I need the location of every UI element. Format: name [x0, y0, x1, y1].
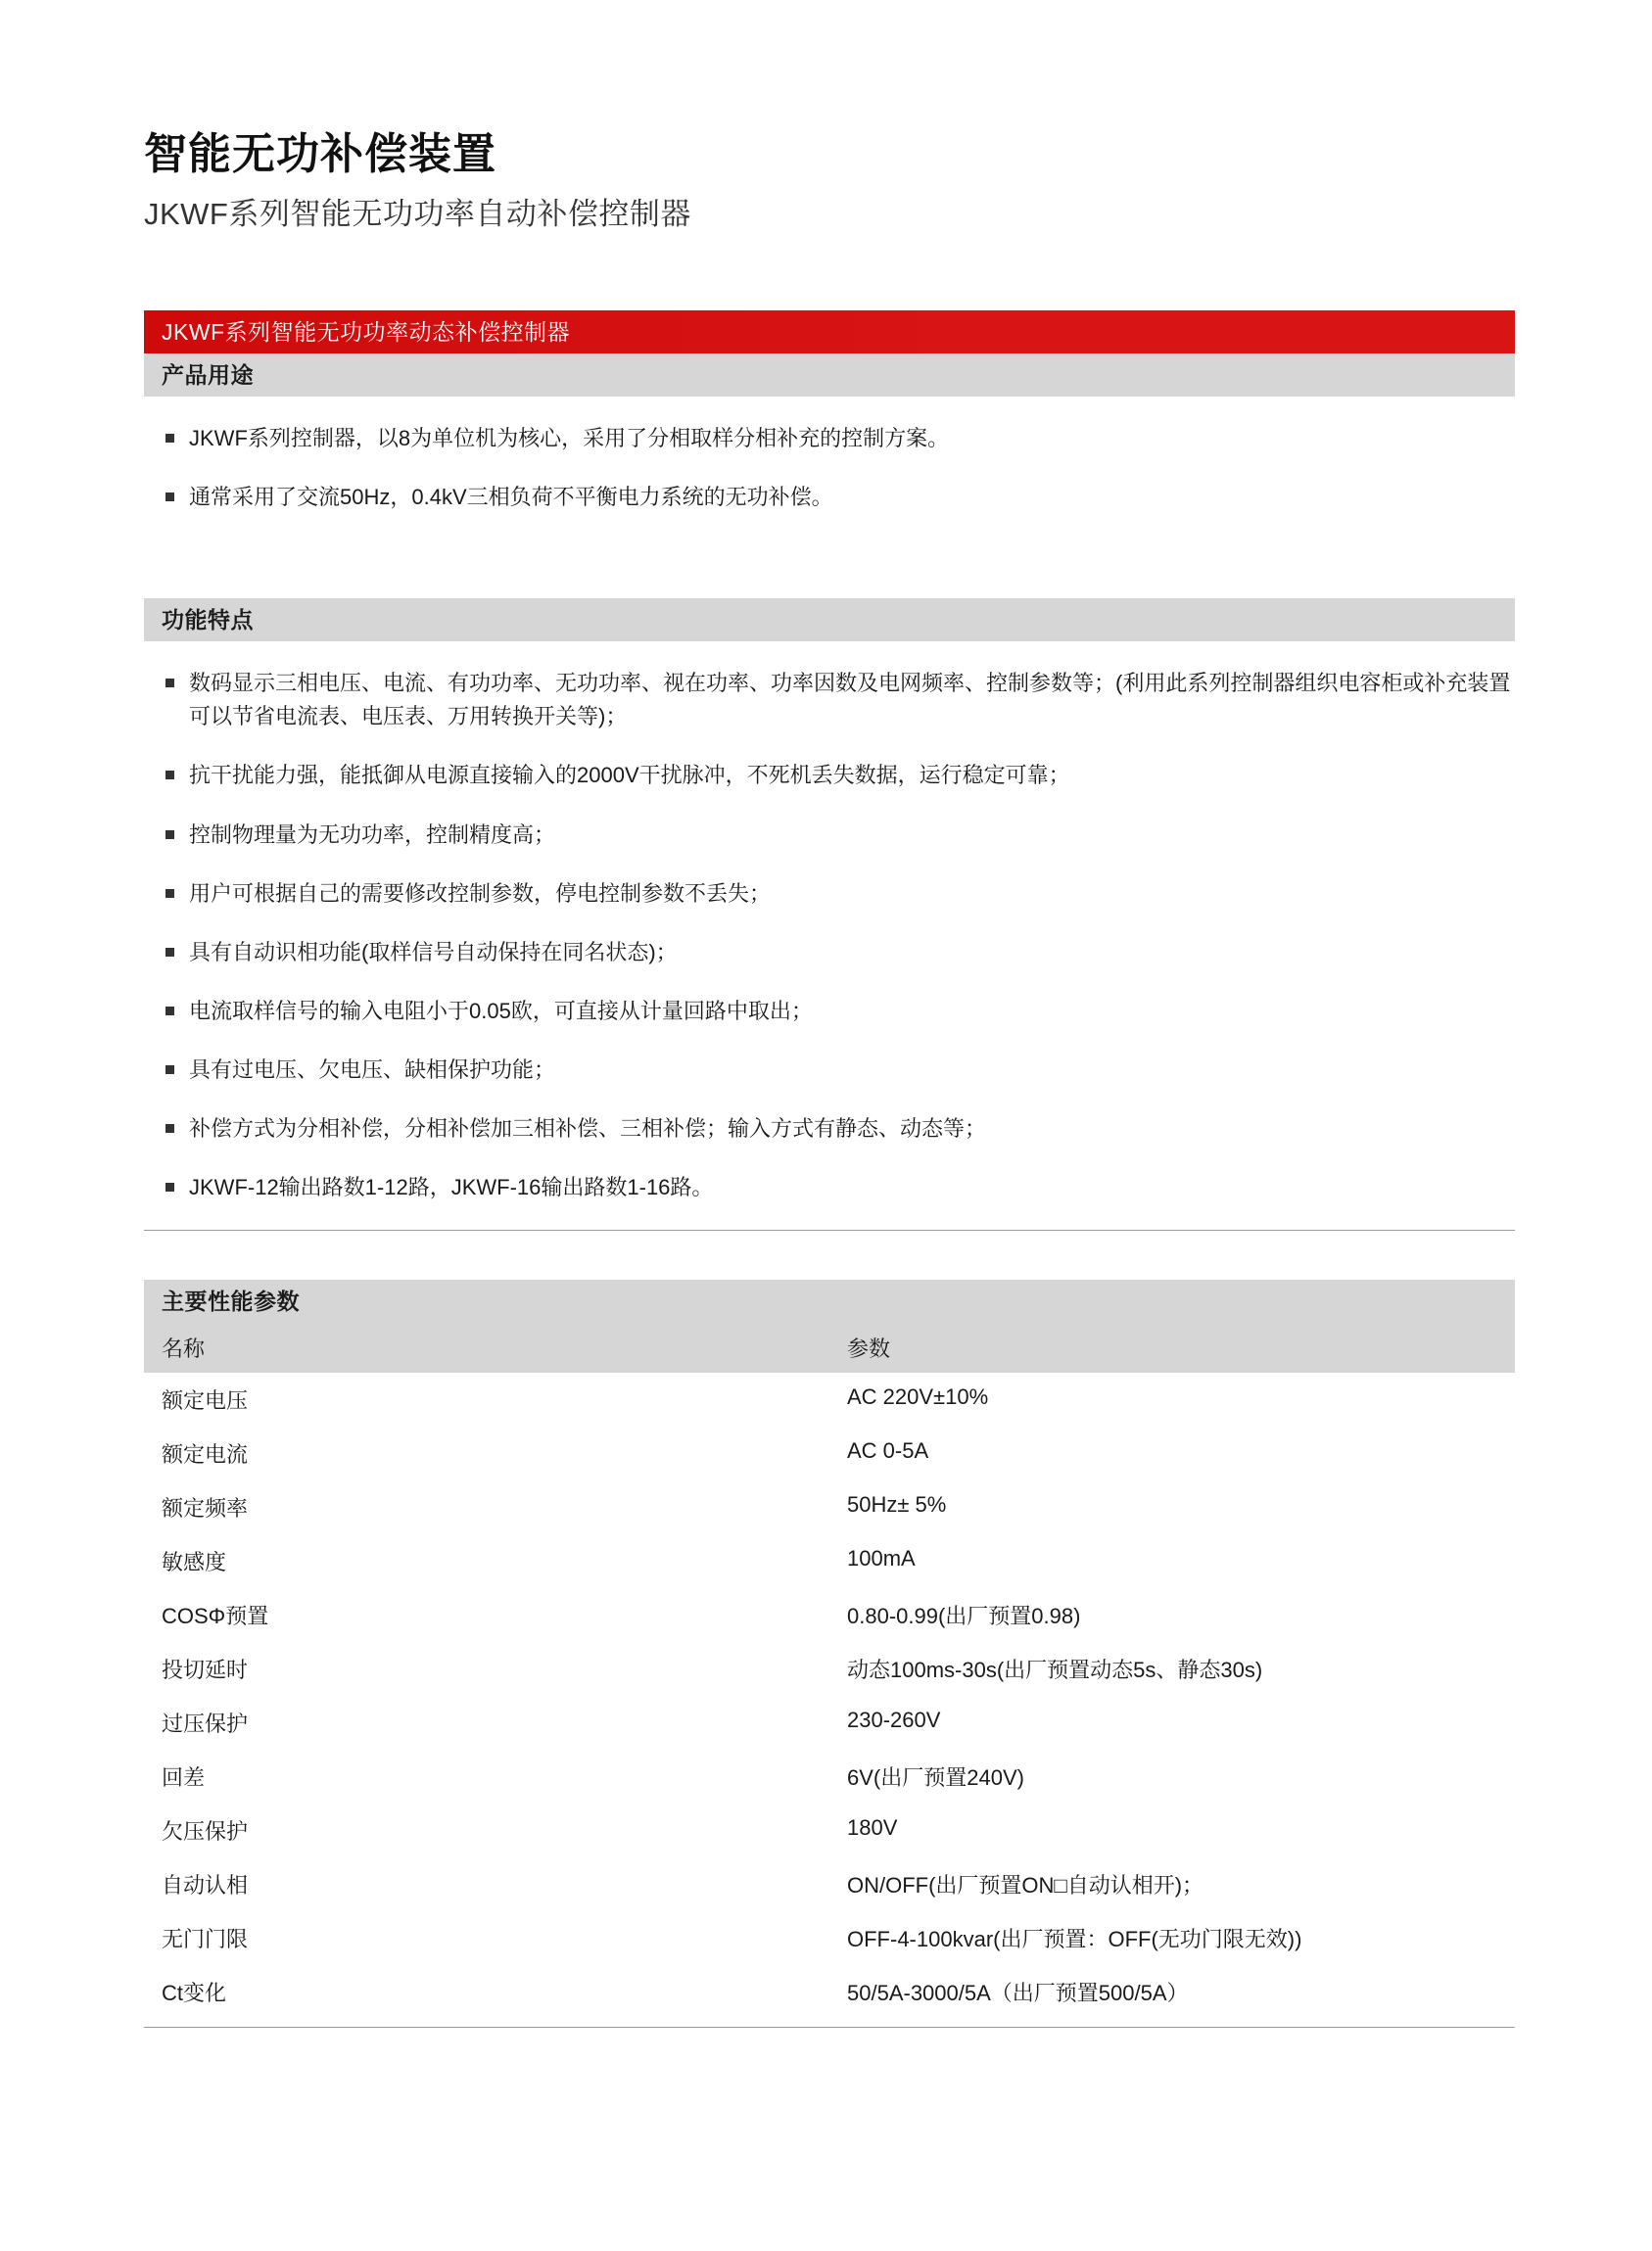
- cell-name: 投切延时: [162, 1658, 249, 1683]
- cell-value: AC 0-5A: [847, 1438, 929, 1464]
- cell-value: 动态100ms-30s(出厂预置动态5s、静态30s): [847, 1658, 1263, 1683]
- list-item-text: 控制物理量为无功功率，控制精度高；: [189, 821, 556, 847]
- cell-value: 50Hz± 5%: [847, 1492, 947, 1518]
- list-item: [144, 1171, 1515, 1204]
- cell-value: 100mA: [847, 1546, 916, 1571]
- cell-value: 180V: [847, 1815, 898, 1841]
- list-item-text: 具有过电压、欠电压、缺相保护功能；: [189, 1056, 556, 1082]
- table-row: [144, 1911, 1515, 1965]
- bullet-square-icon: [165, 434, 174, 443]
- list-item-text: 抗干扰能力强，能抵御从电源直接输入的2000V干扰脉冲，不死机丢失数据，运行稳定可靠；: [189, 763, 1070, 788]
- list-item: [144, 422, 1515, 455]
- page-content: [144, 0, 1515, 2028]
- bullet-square-icon: [165, 1124, 174, 1133]
- bullet-square-icon: [165, 1007, 174, 1015]
- cell-name: 回差: [162, 1765, 206, 1791]
- bullet-square-icon: [165, 679, 174, 687]
- bullet-square-icon: [165, 1065, 174, 1074]
- list-item: [144, 877, 1515, 911]
- features-block: [144, 667, 1515, 1231]
- cell-value: 0.80-0.99(出厂预置0.98): [847, 1604, 1081, 1629]
- list-item-text: 具有自动识相功能(取样信号自动保持在同名状态)；: [189, 939, 678, 964]
- table-row: [144, 1427, 1515, 1480]
- bullet-square-icon: [165, 1183, 174, 1192]
- column-header-name: 名称: [144, 1323, 829, 1373]
- cell-value: 230-260V: [847, 1708, 941, 1733]
- cell-name: 额定频率: [162, 1496, 249, 1522]
- table-row: [144, 1480, 1515, 1534]
- table-row: [144, 1857, 1515, 1911]
- list-item: [144, 1054, 1515, 1087]
- table-row: [144, 1588, 1515, 1642]
- list-item: [144, 819, 1515, 852]
- list-item-text: 数码显示三相电压、电流、有功功率、无功功率、视在功率、功率因数及电网频率、控制参数等；(利用此系列控制器组织电容柜或补充装置可以节省电流表、电压表、万用转换开关等)；: [189, 671, 1511, 729]
- cell-name: 额定电压: [162, 1388, 249, 1414]
- cell-name: 欠压保护: [162, 1819, 249, 1845]
- list-item-text: JKWF系列控制器，以8为单位机为核心，采用了分相取样分相补充的控制方案。: [189, 426, 950, 451]
- bullet-square-icon: [165, 889, 174, 898]
- list-item-text: 补偿方式为分相补偿，分相补偿加三相补偿、三相补偿；输入方式有静态、动态等；: [189, 1116, 987, 1142]
- cell-name: Ct变化: [162, 1981, 227, 2006]
- list-item: [144, 759, 1515, 792]
- list-item: [144, 1112, 1515, 1146]
- column-header-value: 参数: [829, 1323, 1515, 1373]
- table-row: [144, 1642, 1515, 1696]
- bullet-square-icon: [165, 771, 174, 779]
- list-item: [144, 481, 1515, 514]
- list-item: [144, 995, 1515, 1028]
- cell-name: 敏感度: [162, 1550, 227, 1575]
- table-row: [144, 1696, 1515, 1750]
- product-banner: JKWF系列智能无功功率动态补偿控制器: [144, 310, 1515, 353]
- cell-value: 6V(出厂预置240V): [847, 1765, 1024, 1791]
- table-row: [144, 1750, 1515, 1804]
- cell-name: 无门门限: [162, 1927, 249, 1952]
- table-row: [144, 1373, 1515, 1427]
- cell-name: COSΦ预置: [162, 1604, 269, 1629]
- spec-table: [144, 1323, 1515, 2021]
- list-item: [144, 936, 1515, 969]
- list-item-text: JKWF-12输出路数1-12路，JKWF-16输出路数1-16路。: [189, 1175, 714, 1200]
- uses-list: [144, 422, 1515, 514]
- spec-block: [144, 1280, 1515, 2028]
- uses-block: [144, 422, 1515, 536]
- cell-value: ON/OFF(出厂预置ON□自动认相开)；: [847, 1873, 1204, 1899]
- table-header-row: [144, 1323, 1515, 1373]
- section-heading-spec: 主要性能参数: [144, 1280, 1515, 1323]
- list-item: [144, 667, 1515, 733]
- bullet-square-icon: [165, 830, 174, 839]
- list-item-text: 通常采用了交流50Hz，0.4kV三相负荷不平衡电力系统的无功补偿。: [189, 485, 833, 510]
- page-subtitle: JKWF系列智能无功功率自动补偿控制器: [144, 196, 691, 231]
- table-bottom-divider: [144, 2027, 1515, 2028]
- list-item-text: 电流取样信号的输入电阻小于0.05欧，可直接从计量回路中取出；: [189, 998, 813, 1023]
- cell-name: 过压保护: [162, 1712, 249, 1737]
- cell-value: OFF-4-100kvar(出厂预置：OFF(无功门限无效)): [847, 1927, 1302, 1952]
- cell-value: 50/5A-3000/5A（出厂预置500/5A）: [847, 1981, 1189, 2006]
- section-heading-uses: 产品用途: [144, 353, 1515, 397]
- cell-name: 额定电流: [162, 1442, 249, 1468]
- table-row: [144, 1965, 1515, 2021]
- bullet-square-icon: [165, 492, 174, 501]
- bullet-square-icon: [165, 948, 174, 957]
- cell-value: AC 220V±10%: [847, 1384, 989, 1410]
- list-item-text: 用户可根据自己的需要修改控制参数，停电控制参数不丢失；: [189, 880, 772, 906]
- section-heading-features: 功能特点: [144, 598, 1515, 641]
- table-row: [144, 1804, 1515, 1857]
- cell-name: 自动认相: [162, 1873, 249, 1899]
- table-row: [144, 1534, 1515, 1588]
- features-list: [144, 667, 1515, 1204]
- page-title: 智能无功补偿装置: [144, 130, 496, 178]
